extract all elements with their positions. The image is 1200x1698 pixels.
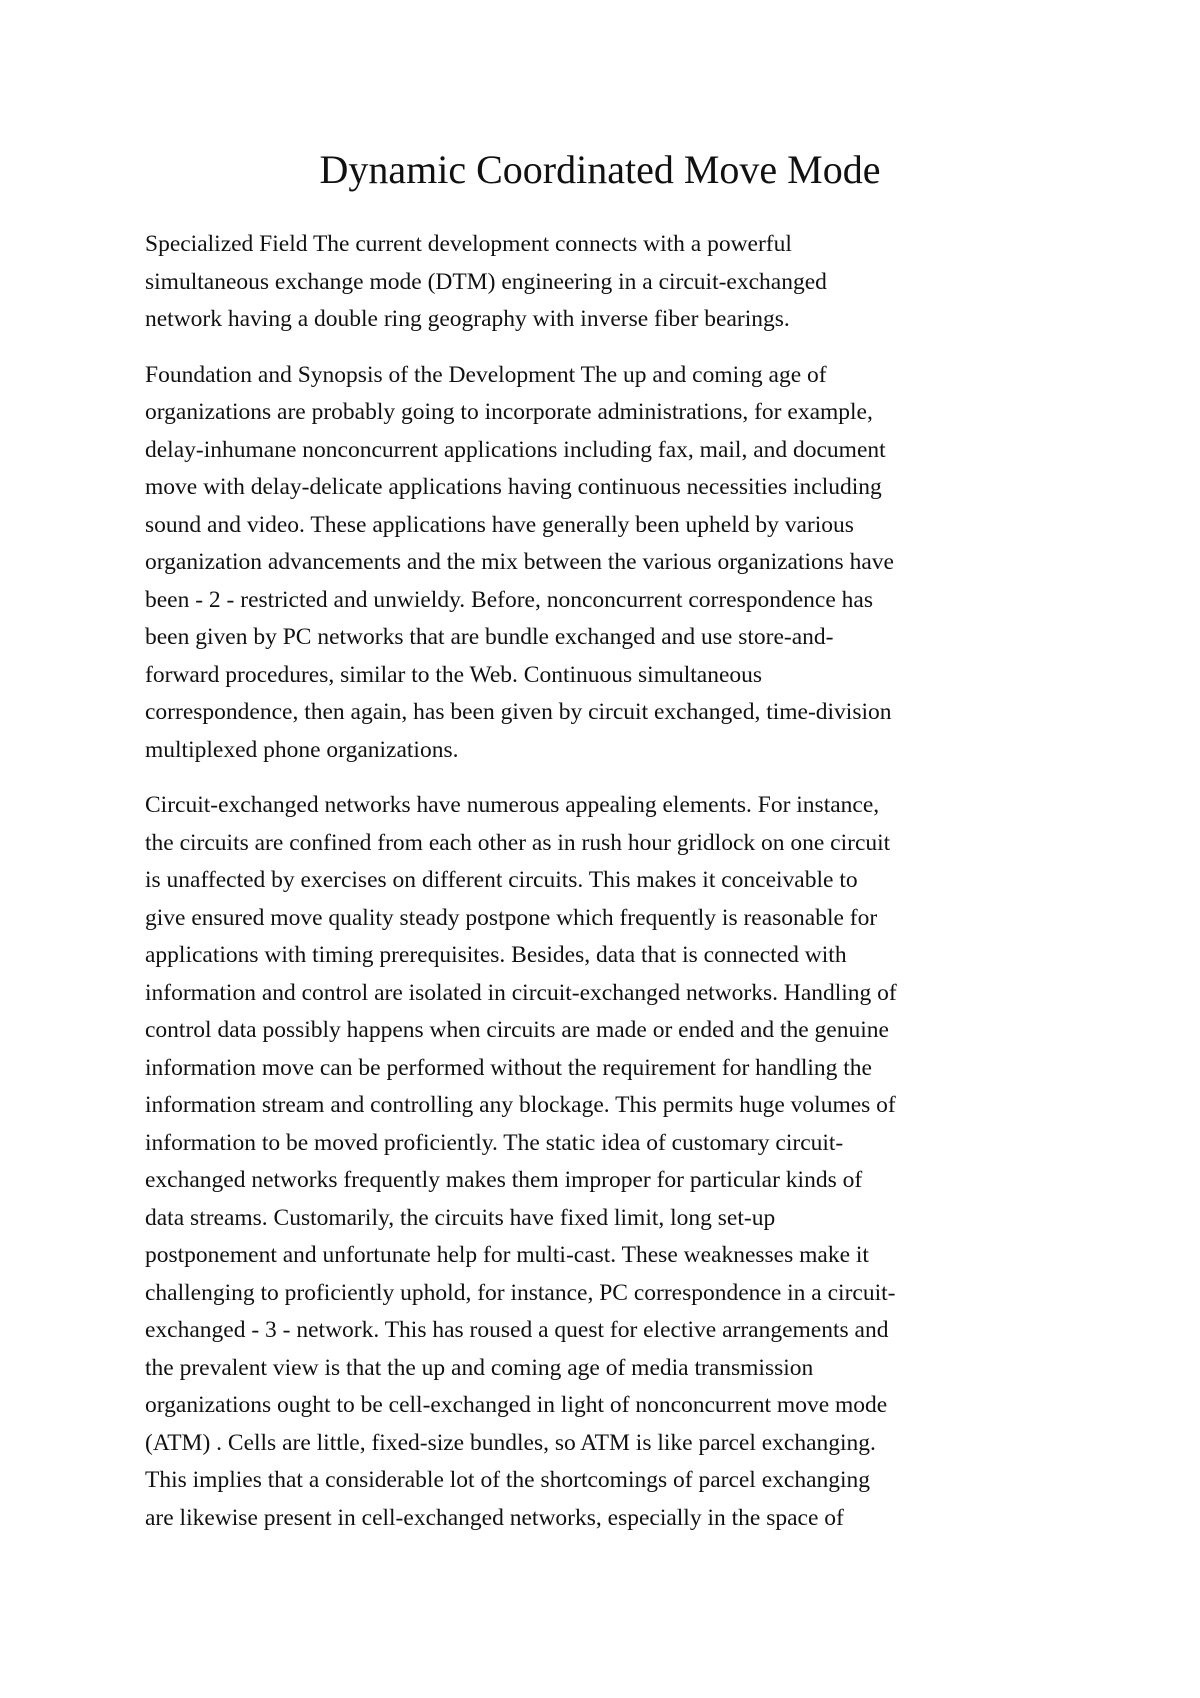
text-line: control data possibly happens when circuits are made or ended and the genuine xyxy=(145,1017,889,1043)
text-line: This implies that a considerable lot of the shortcomings of parcel exchanging xyxy=(145,1467,871,1493)
paragraph-circuit-networks xyxy=(145,787,1065,1537)
text-line: is unaffected by exercises on different circuits. This makes it conceivable to xyxy=(145,867,858,893)
text-line: Circuit-exchanged networks have numerous appealing elements. For instance, xyxy=(145,792,880,818)
text-line: simultaneous exchange mode (DTM) engineering in a circuit-exchanged xyxy=(145,268,827,295)
text-line: organizations are probably going to incorporate administrations, for example, xyxy=(145,399,873,425)
text-line: been - 2 - restricted and unwieldy. Before, nonconcurrent correspondence has xyxy=(145,586,873,613)
text-line: organizations ought to be cell-exchanged in light of nonconcurrent move mode xyxy=(145,1392,888,1418)
text-line: Foundation and Synopsis of the Development The up and coming age of xyxy=(145,361,827,388)
text-line: been given by PC networks that are bundle exchanged and use store-and- xyxy=(145,624,834,650)
text-line: information and control are isolated in circuit-exchanged networks. Handling of xyxy=(145,979,897,1006)
text-line: give ensured move quality steady postpone which frequently is reasonable for xyxy=(145,904,878,931)
document-body xyxy=(145,226,1065,1555)
text-line: applications with timing prerequisites. Besides, data that is connected with xyxy=(145,942,847,968)
text-line: delay-inhumane nonconcurrent applications including fax, mail, and document xyxy=(145,436,886,463)
text-line: the circuits are confined from each other as in rush hour gridlock on one circuit xyxy=(145,829,891,856)
text-line: (ATM) . Cells are little, fixed-size bundles, so ATM is like parcel exchanging. xyxy=(145,1429,876,1456)
text-line: information to be moved proficiently. The static idea of customary circuit- xyxy=(145,1129,844,1156)
text-line: exchanged networks frequently makes them improper for particular kinds of xyxy=(145,1167,863,1193)
text-line: move with delay-delicate applications having continuous necessities including xyxy=(145,474,882,500)
text-line: challenging to proficiently uphold, for instance, PC correspondence in a circuit- xyxy=(145,1279,896,1306)
document-title: Dynamic Coordinated Move Mode xyxy=(319,147,881,192)
text-line: network having a double ring geography with inverse fiber bearings. xyxy=(145,306,790,332)
paragraph-background xyxy=(145,357,1065,770)
text-line: are likewise present in cell-exchanged networks, especially in the space of xyxy=(145,1504,844,1531)
text-line: organization advancements and the mix between the various organizations have xyxy=(145,549,894,575)
text-line: information stream and controlling any blockage. This permits huge volumes of xyxy=(145,1092,896,1118)
text-line: exchanged - 3 - network. This has roused a quest for elective arrangements and xyxy=(145,1317,889,1343)
text-line: the prevalent view is that the up and coming age of media transmission xyxy=(145,1354,814,1381)
paragraph-technical-field xyxy=(145,226,1065,339)
text-line: forward procedures, similar to the Web. Continuous simultaneous xyxy=(145,661,763,688)
text-line: sound and video. These applications have generally been upheld by various xyxy=(145,511,854,538)
text-line: correspondence, then again, has been given by circuit exchanged, time-division xyxy=(145,699,892,725)
text-line: data streams. Customarily, the circuits have fixed limit, long set-up xyxy=(145,1204,776,1231)
text-line: information move can be performed without the requirement for handling the xyxy=(145,1054,872,1081)
text-line: Specialized Field The current development connects with a powerful xyxy=(145,231,792,257)
text-line: postponement and unfortunate help for multi-cast. These weaknesses make it xyxy=(145,1242,869,1268)
text-line: multiplexed phone organizations. xyxy=(145,736,459,763)
